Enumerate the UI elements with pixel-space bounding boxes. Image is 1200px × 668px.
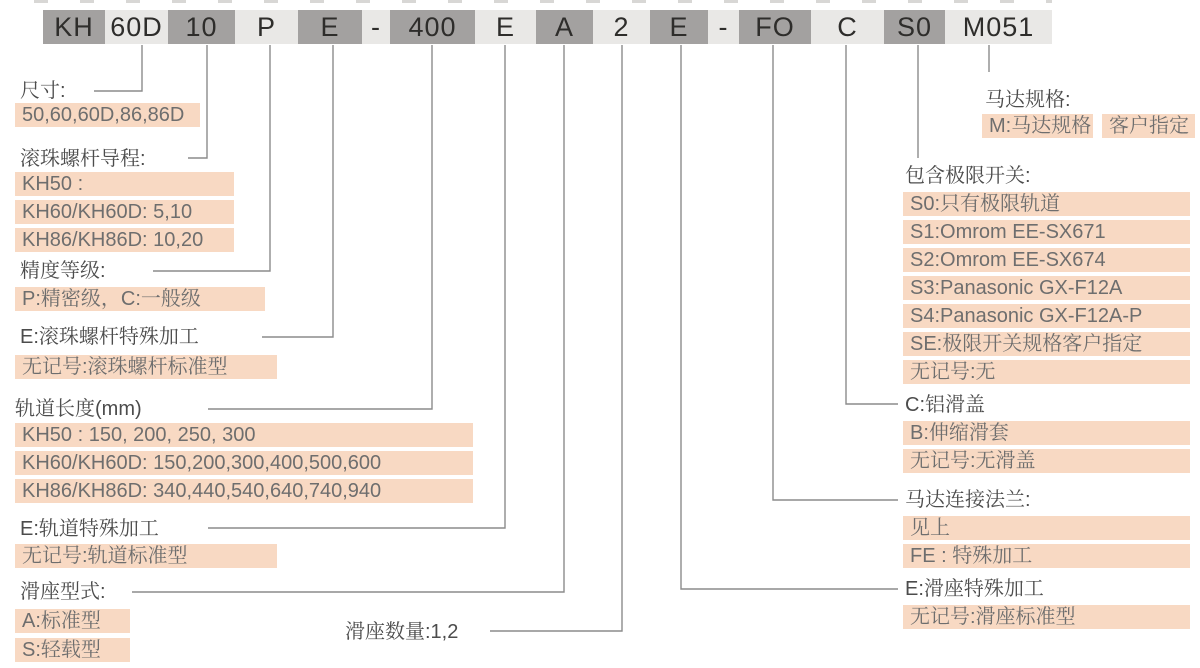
code-segment-8-a: A xyxy=(536,10,593,44)
screw-special-note-chip: 无记号:滚珠螺杆标准型 xyxy=(15,355,277,379)
accuracy-values-chip: P:精密级，C:一般级 xyxy=(15,287,265,311)
limit-switch-row: S1:Omrom EE-SX671 xyxy=(903,220,1190,244)
rail-length-row: KH60/KH60D: 150,200,300,400,500,600 xyxy=(15,451,473,475)
code-segment-2-10: 10 xyxy=(168,10,235,44)
limit-switch-row: S3:Panasonic GX-F12A xyxy=(903,276,1190,300)
motor-spec-label: 马达规格: xyxy=(985,89,1071,111)
motor-flange-row: 见上 xyxy=(903,516,1190,540)
size-values-chip: 50,60,60D,86,86D xyxy=(15,103,200,127)
limit-switch-row: 无记号:无 xyxy=(903,360,1190,384)
slider-type-option: A:标准型 xyxy=(15,609,130,633)
connector-screw-special xyxy=(262,45,333,337)
cover-row: B:伸缩滑套 xyxy=(903,421,1190,445)
connector-cover xyxy=(846,45,898,404)
code-segment-15-m051: M051 xyxy=(945,10,1052,44)
motor-flange-row: FE : 特殊加工 xyxy=(903,544,1190,568)
accuracy-label: 精度等级: xyxy=(20,260,106,282)
limit-switch-row: SE:极限开关规格客户指定 xyxy=(903,332,1190,356)
motor-flange-label: 马达连接法兰: xyxy=(905,489,1031,511)
code-segment-10-e: E xyxy=(650,10,708,44)
connector-slider-type xyxy=(132,45,564,592)
code-segment-1-60d: 60D xyxy=(105,10,168,44)
code-segment-9-2: 2 xyxy=(593,10,650,44)
code-segment-3-p: P xyxy=(235,10,298,44)
slider-special-label: E:滑座特殊加工 xyxy=(905,578,1044,600)
slider-type-label: 滑座型式: xyxy=(20,581,106,603)
rail-special-label: E:轨道特殊加工 xyxy=(20,518,159,540)
connector-screw-lead xyxy=(188,45,207,158)
code-segment-11--: - xyxy=(708,10,739,44)
motor-spec-chip: 客户指定 xyxy=(1102,114,1195,138)
connector-motor-flange xyxy=(773,45,898,500)
code-segment-7-e: E xyxy=(475,10,536,44)
slider-type-option: S:轻载型 xyxy=(15,638,130,662)
screw-lead-row: KH50 : xyxy=(15,172,234,196)
connector-slider-count xyxy=(490,45,622,631)
code-segment-12-fo: FO xyxy=(739,10,811,44)
limit-switch-row: S4:Panasonic GX-F12A-P xyxy=(903,304,1190,328)
limit-switch-row: S0:只有极限轨道 xyxy=(903,192,1190,216)
slider-special-note-chip: 无记号:滑座标准型 xyxy=(903,605,1190,629)
screw-lead-row: KH86/KH86D: 10,20 xyxy=(15,228,234,252)
connector-size xyxy=(94,45,142,91)
limit-switch-label: 包含极限开关: xyxy=(905,165,1031,187)
code-segment-5--: - xyxy=(362,10,390,44)
cover-row: 无记号:无滑盖 xyxy=(903,449,1190,473)
screw-lead-label: 滚珠螺杆导程: xyxy=(20,148,146,170)
slider-count-label: 滑座数量:1,2 xyxy=(345,621,459,643)
cover-label: C:铝滑盖 xyxy=(905,394,985,416)
limit-switch-row: S2:Omrom EE-SX674 xyxy=(903,248,1190,272)
size-label: 尺寸: xyxy=(20,80,66,102)
connector-slider-special xyxy=(681,45,898,589)
motor-spec-chip: M:马达规格 xyxy=(982,114,1093,138)
rail-length-label: 轨道长度(mm) xyxy=(15,398,142,420)
screw-lead-row: KH60/KH60D: 5,10 xyxy=(15,200,234,224)
code-segment-0-kh: KH xyxy=(43,10,105,44)
code-segment-6-400: 400 xyxy=(390,10,475,44)
rail-length-row: KH86/KH86D: 340,440,540,640,740,940 xyxy=(15,479,473,503)
code-segment-13-c: C xyxy=(811,10,884,44)
rail-special-note-chip: 无记号:轨道标准型 xyxy=(15,544,277,568)
rail-length-row: KH50 : 150, 200, 250, 300 xyxy=(15,423,473,447)
code-segment-4-e: E xyxy=(298,10,362,44)
screw-special-label: E:滚珠螺杆特殊加工 xyxy=(20,326,199,348)
code-segment-14-s0: S0 xyxy=(884,10,945,44)
